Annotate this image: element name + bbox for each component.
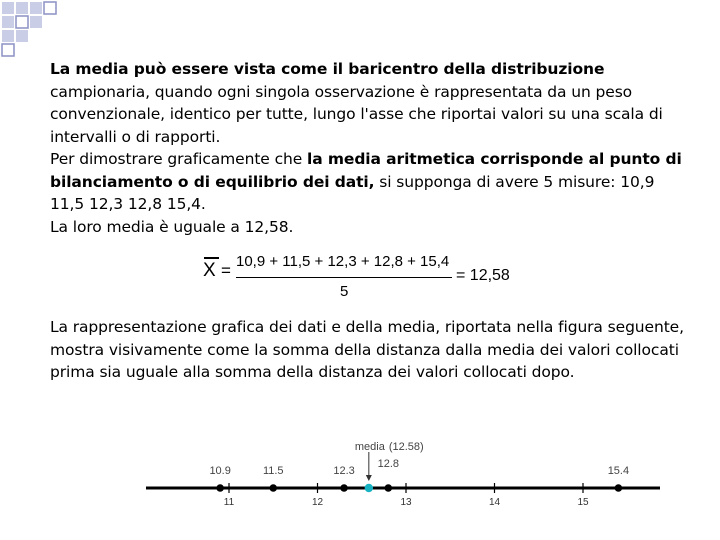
data-point-label: 12.3 <box>333 465 355 477</box>
data-point <box>269 484 277 492</box>
definition-rest: campionaria, quando ogni singola osservazione è rappresentata da un peso convenzionale, identico per tutte, lungo l'asse che riportai valori su una scala di intervalli o di rapporti. <box>50 82 663 146</box>
data-point-label: 15.4 <box>607 465 630 477</box>
paragraph-graphic-explanation: La rappresentazione grafica dei dati e della media, riportata nella figura seguente, mostra visivamente come la somma della distanza dalla media dei valori collocati prima sia uguale alla somma della distanza dei valori collocati dopo. <box>50 318 684 381</box>
tick-label: 11 <box>223 497 235 508</box>
formula-denominator: 5 <box>340 283 349 300</box>
tick-label: 12 <box>311 497 324 508</box>
demonstration-bold: la media aritmetica corrisponde al punto di bilanciamento o di equilibrio dei dati <box>50 150 682 191</box>
data-point-label: 12.8 <box>377 458 400 470</box>
formula-equals: = <box>221 261 231 280</box>
data-point <box>340 484 348 492</box>
formula-result: = 12,58 <box>456 267 510 284</box>
tick-label: 15 <box>577 497 589 508</box>
paragraph-mean-result: La loro media è uguale a 12,58. <box>50 217 294 236</box>
tick-label: 14 <box>488 497 501 508</box>
tick-label: 13 <box>400 497 412 508</box>
mean-pointer-arrow <box>366 475 372 481</box>
data-point <box>615 484 623 492</box>
demonstration-tail: si supponga di avere 5 misure: 10,9 11,5 12,3 12,8 15,4. <box>50 172 655 213</box>
mean-value-label: (12.58) <box>388 441 424 453</box>
data-point-label: 11.5 <box>262 465 284 477</box>
demonstration-intro: Per dimostrare graficamente che <box>50 150 307 168</box>
data-point-label: 10.9 <box>209 465 231 477</box>
data-point <box>216 484 224 492</box>
data-point <box>385 484 393 492</box>
formula-numerator: 10,9 + 11,5 + 12,3 + 12,8 + 15,4 <box>236 253 450 270</box>
demonstration-comma: , <box>368 172 375 191</box>
formula-lhs: X <box>203 260 216 281</box>
mean-label: media <box>354 441 385 453</box>
mean-point <box>365 484 373 492</box>
definition-bold-sentence: La media può essere vista come il baricentro della distribuzione <box>50 60 605 78</box>
